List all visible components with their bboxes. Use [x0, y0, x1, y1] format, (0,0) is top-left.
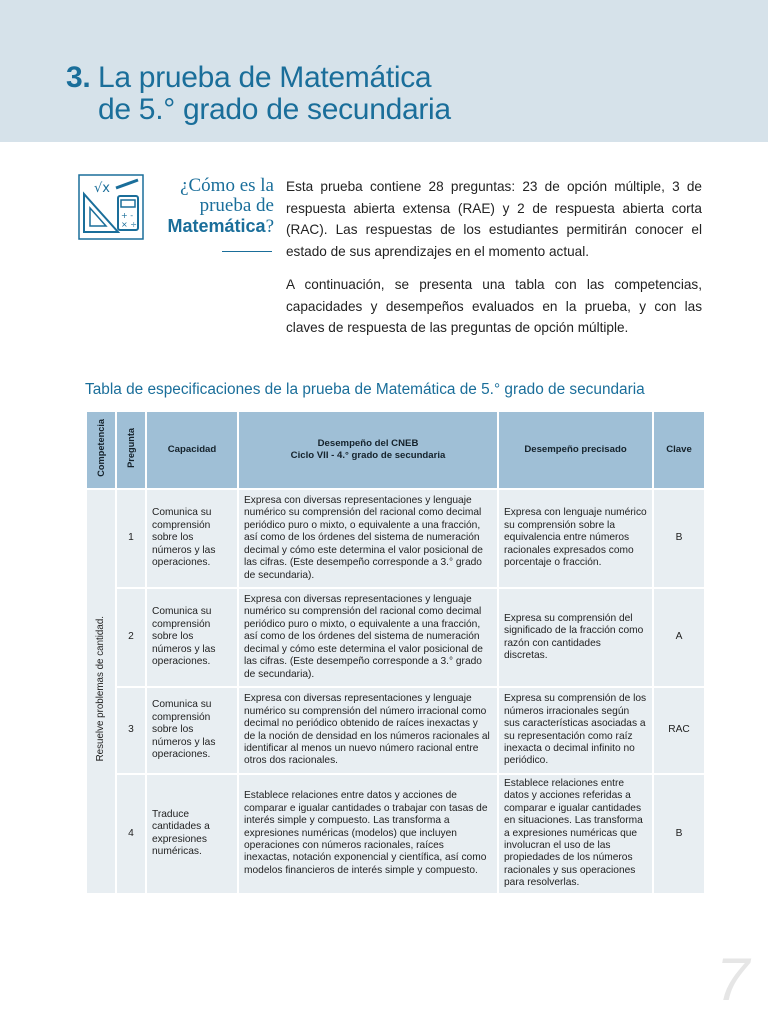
clave-cell: B — [653, 489, 705, 588]
specification-table — [85, 410, 706, 895]
intro-paragraph-2: A continuación, se presenta una tabla con las competencias, capacidades y desempeños evaluados en la prueba, y con las claves de respuesta de las preguntas de opción múltiple. — [286, 277, 702, 335]
clave-cell: B — [653, 774, 705, 894]
pregunta-cell: 1 — [116, 489, 146, 588]
table-row — [86, 774, 705, 894]
capacidad-cell: Traduce cantidades a expresiones numéricas. — [146, 774, 238, 894]
question-rule — [222, 251, 272, 252]
header-desempeno: Desempeño del CNEB Ciclo VII - 4.° grado de secundaria — [238, 411, 498, 489]
capacidad-cell: Comunica su comprensión sobre los números y las operaciones. — [146, 687, 238, 774]
svg-text:√x: √x — [94, 181, 110, 196]
clave-cell: RAC — [653, 687, 705, 774]
capacidad-cell: Comunica su comprensión sobre los números y las operaciones. — [146, 588, 238, 687]
title-line-1: La prueba de Matemática — [98, 61, 432, 94]
header-pregunta: Pregunta — [116, 411, 146, 489]
desempeno-cell: Expresa con diversas representaciones y lenguaje numérico su comprensión del número irracional como decimal no periódico obtenido de raíces inexactas y de la noción de densidad en los números racionales al identificar al menos un nuevo número racional entre otros dos racionales. — [238, 687, 498, 774]
header-clave: Clave — [653, 411, 705, 489]
svg-text:× ÷: × ÷ — [121, 220, 137, 229]
header-precisado: Desempeño precisado — [498, 411, 653, 489]
pregunta-cell: 4 — [116, 774, 146, 894]
svg-text:+ -: + - — [121, 211, 134, 220]
desempeno-cell: Expresa con diversas representaciones y lenguaje numérico su comprensión del racional como decimal periódico puro o mixto, o equivalente a una fracción, así como de los órdenes del sistema de numeración decimal y cómo este determina el valor posicional de las cifras. (Este desempeño corresponde a 3.° grado de secundaria). — [238, 489, 498, 588]
precisado-cell: Expresa con lenguaje numérico su comprensión sobre la equivalencia entre números racionales expresados como porcentaje o fracción. — [498, 489, 653, 588]
table-header-row — [86, 411, 705, 489]
pregunta-cell: 2 — [116, 588, 146, 687]
intro-paragraph-1: Esta prueba contiene 28 preguntas: 23 de opción múltiple, 3 de respuesta abierta extensa (RAE) y 2 de respuesta abierta corta (RAC). Las respuestas de los estudiantes permitirán conocer el estado de sus aprendizajes en el momento actual. — [286, 179, 702, 259]
clave-cell: A — [653, 588, 705, 687]
competencia-cell: Resuelve problemas de cantidad. — [86, 489, 116, 894]
page-title — [66, 62, 686, 126]
header-capacidad: Capacidad — [146, 411, 238, 489]
table-row — [86, 687, 705, 774]
pregunta-cell: 3 — [116, 687, 146, 774]
capacidad-cell: Comunica su comprensión sobre los números y las operaciones. — [146, 489, 238, 588]
desempeno-cell: Establece relaciones entre datos y acciones de comparar e igualar cantidades o trabajar con tasas de interés simple y compuesto. Las transforma a expresiones numéricas (modelos) que incluyen operaciones con números racionales, raíces inexactas, notación exponencial y científica, así como modelos financieros de interés simple y compuesto. — [238, 774, 498, 894]
math-tools-icon — [78, 174, 144, 240]
table-row — [86, 588, 705, 687]
header-competencia: Competencia — [86, 411, 116, 489]
question-line-2: prueba de — [199, 195, 274, 216]
table-title: Tabla de especificaciones de la prueba de Matemática de 5.° grado de secundaria — [85, 381, 645, 398]
question-mark: ? — [265, 216, 274, 237]
intro-text — [286, 176, 702, 351]
question-line-3: Matemática — [167, 216, 266, 236]
precisado-cell: Expresa su comprensión de los números irracionales según sus características asociadas a su representación como raíz inexacta o decimal infinito no periódico. — [498, 687, 653, 774]
section-number: 3. — [66, 61, 91, 94]
precisado-cell: Establece relaciones entre datos y acciones referidas a comparar e igualar cantidades en situaciones. Las transforma a expresiones numéricas que involucran el uso de las propiedades de los números racionales y sus operaciones para resolverlas. — [498, 774, 653, 894]
desempeno-cell: Expresa con diversas representaciones y lenguaje numérico su comprensión del racional como decimal periódico puro o mixto, o equivalente a una fracción, así como de los órdenes del sistema de numeración decimal y cómo este determina el valor posicional de las cifras. (Este desempeño corresponde a 3.° grado de secundaria). — [238, 588, 498, 687]
title-line-2: de 5.° grado de secundaria — [98, 93, 451, 126]
question-line-1: ¿Cómo es la — [180, 175, 274, 196]
page-number: 7 — [716, 946, 750, 1013]
question-heading — [150, 176, 274, 237]
table-row — [86, 489, 705, 588]
precisado-cell: Expresa su comprensión del significado de la fracción como razón con cantidades discretas. — [498, 588, 653, 687]
